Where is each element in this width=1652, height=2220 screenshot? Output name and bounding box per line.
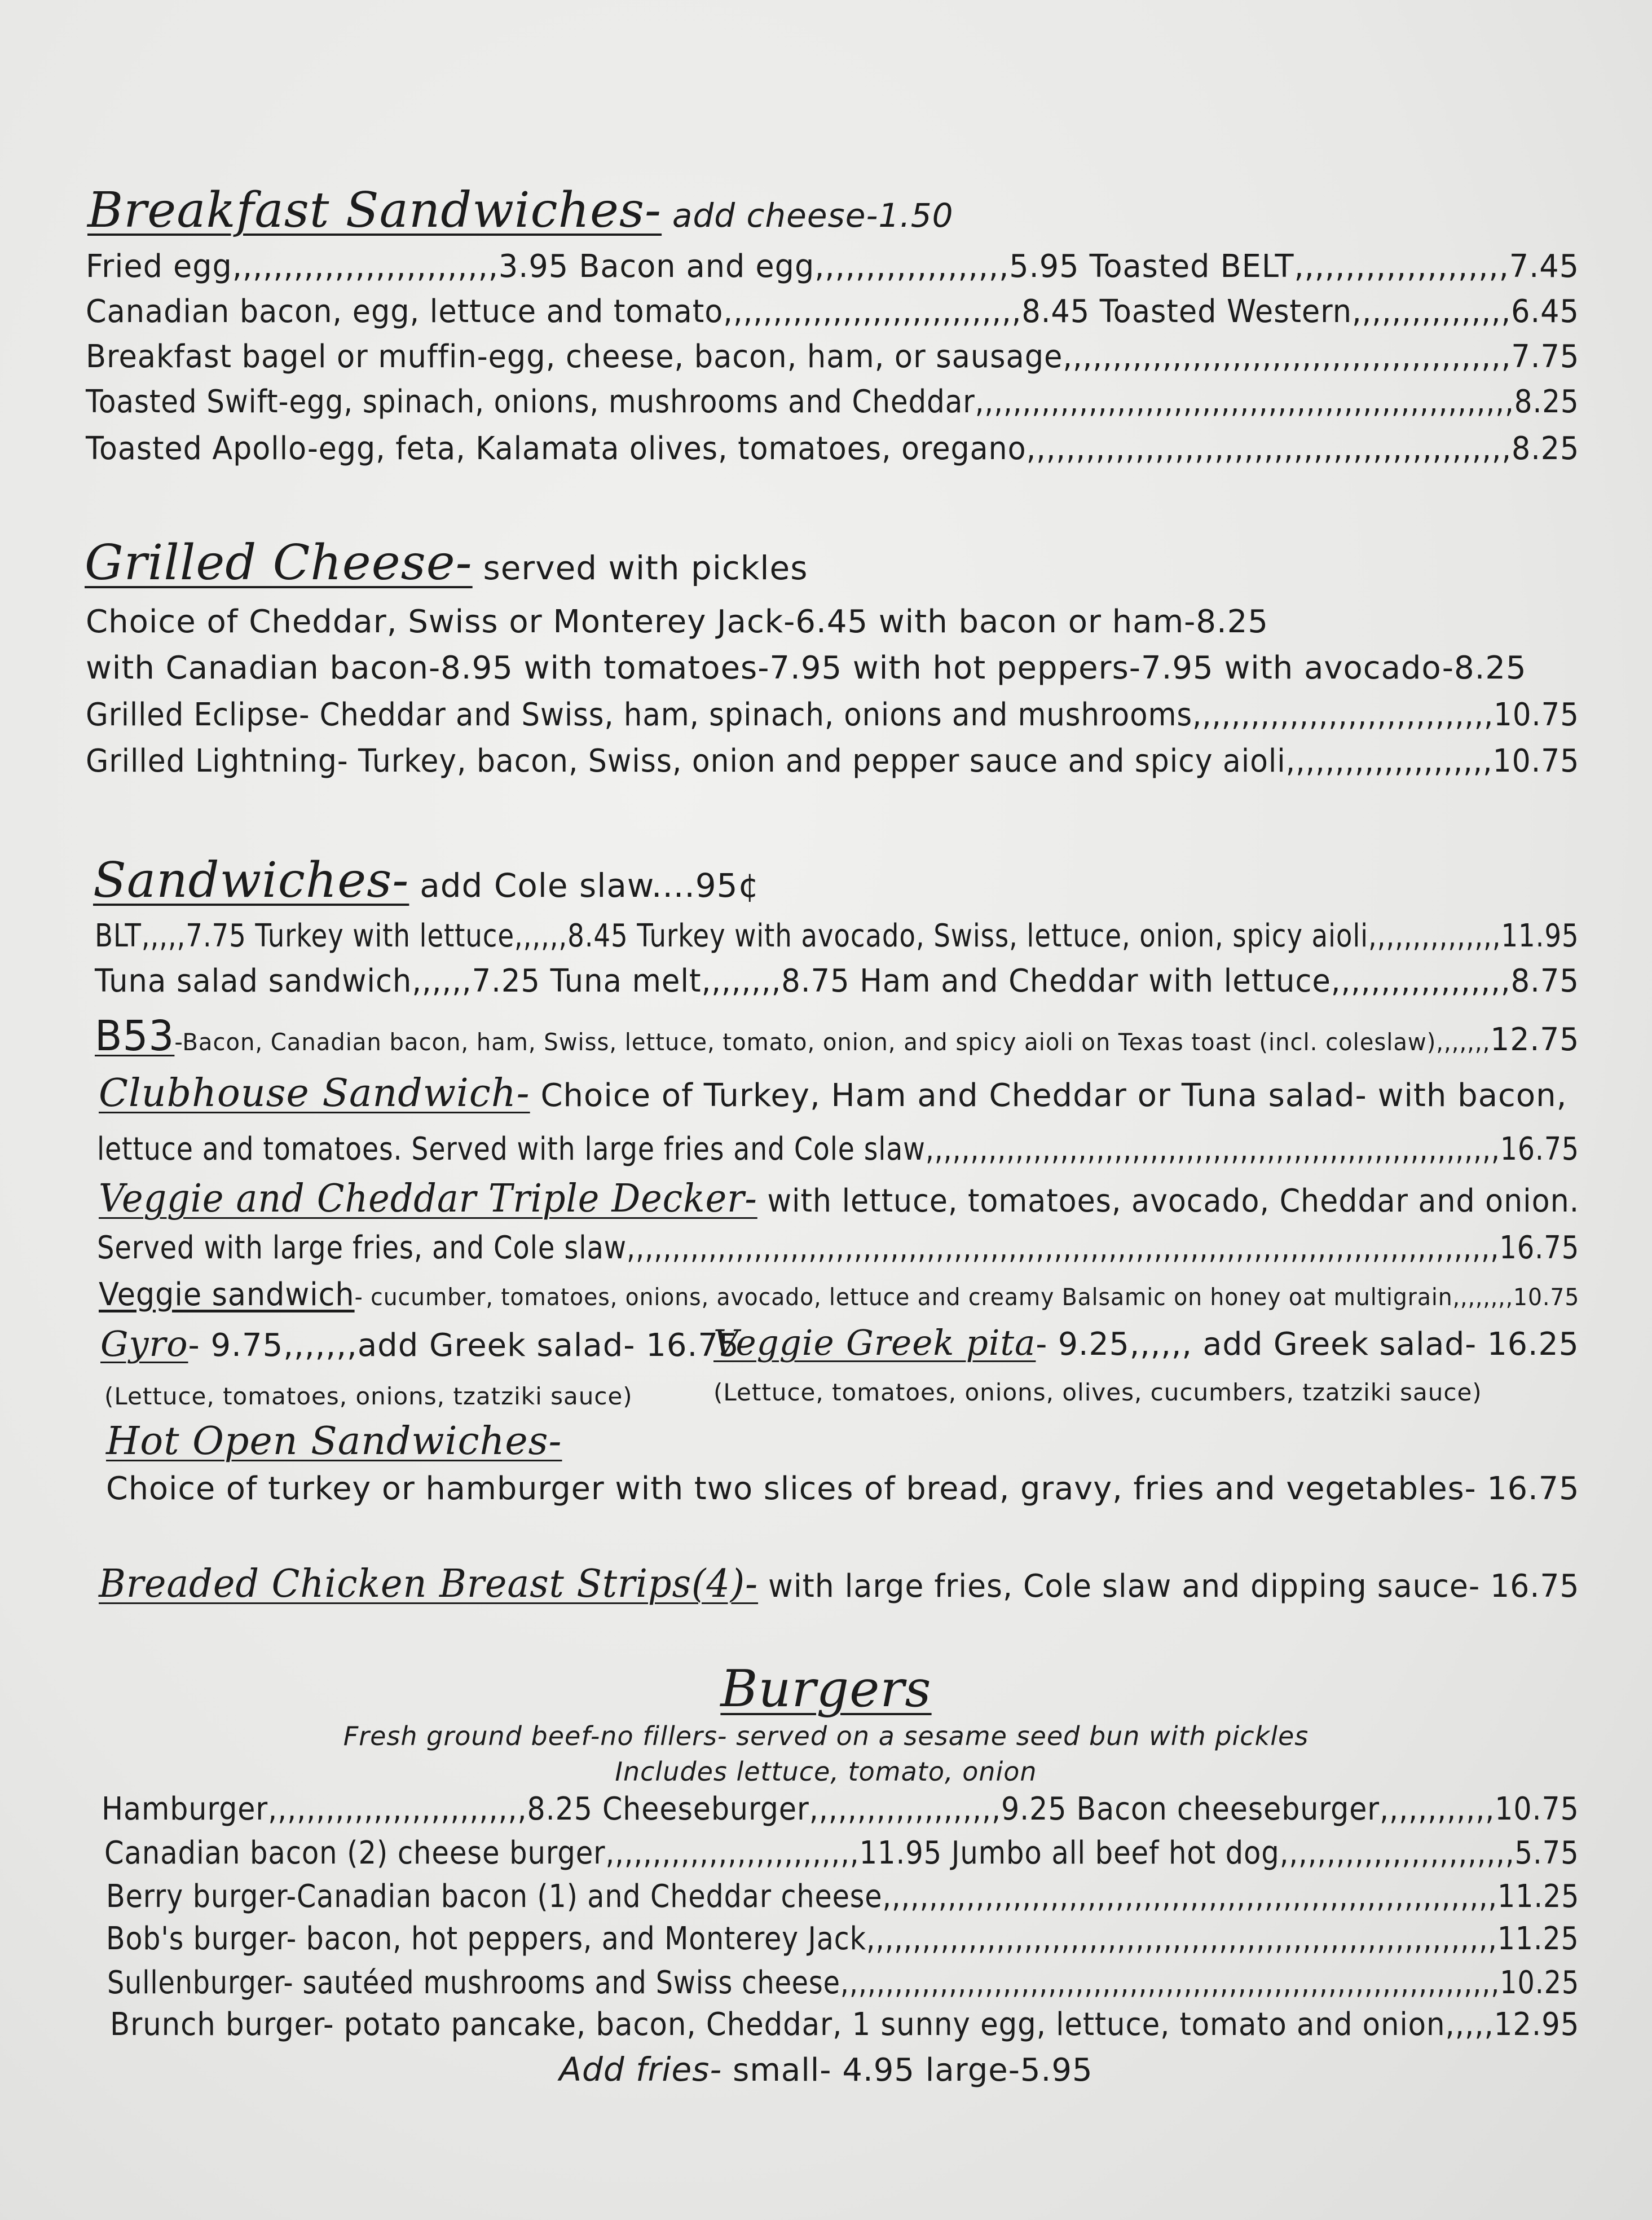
add-fries-prices: small- 4.95 large-5.95 (722, 2052, 1093, 2089)
grilled-note: served with pickles (483, 549, 808, 587)
clubhouse-description: Choice of Turkey, Ham and Cheddar or Tuna salad- with bacon, (530, 1077, 1567, 1114)
b53-description: -Bacon, Canadian bacon, ham, Swiss, lettuce, tomato, onion, and spicy aioli on Texas toast (incl. coleslaw),,,,,,, (174, 1028, 1491, 1056)
burgers-heading-row (0, 1659, 1652, 1719)
sandwiches-note: add Cole slaw....95¢ (420, 866, 760, 905)
breakfast-title: Breakfast Sandwiches- (87, 182, 662, 239)
burgers-line-3: Berry burger-Canadian bacon (1) and Cheddar cheese,,,,,,,,,,,,,,,,,,,,,,,,,,,,,,,,,,,,,,,,,,,,,,,,,,,,,,,,,,,,,,,,,,11.25 (106, 1878, 1580, 1915)
sandwiches-line-1: BLT,,,,,7.75 Turkey with lettuce,,,,,,8.45 Turkey with avocado, Swiss, lettuce, onion, spicy aioli,,,,,,,,,,,,,,,11.95 (95, 918, 1579, 954)
burgers-line-2: Canadian bacon (2) cheese burger,,,,,,,,,,,,,,,,,,,,,,,,,,,11.95 Jumbo all beef hot dog,,,,,,,,,,,,,,,,,,,,,,,,,5.75 (104, 1835, 1579, 1871)
clubhouse-line-2: lettuce and tomatoes. Served with large fries and Cole slaw,,,,,,,,,,,,,,,,,,,,,,,,,,,,,,,,,,,,,,,,,,,,,,,,,,,,,,,,,,,,,,,,16.75 (97, 1131, 1579, 1168)
breakfast-line-5: Toasted Apollo-egg, feta, Kalamata olives, tomatoes, oregano,,,,,,,,,,,,,,,,,,,,,,,,,,,,,,,,,,,,,,,,,,,,,,,,,8.25 (86, 430, 1580, 467)
clubhouse-title: Clubhouse Sandwich- (99, 1071, 530, 1116)
breakfast-line-3: Breakfast bagel or muffin-egg, cheese, bacon, ham, or sausage,,,,,,,,,,,,,,,,,,,,,,,,,,,,,,,,,,,,,,,,,,,,,7.75 (86, 338, 1580, 375)
grilled-title: Grilled Cheese- (85, 535, 473, 591)
gyro-description: - 9.75,,,,,,,add Greek salad- 16.75 (188, 1327, 739, 1364)
burgers-note-2: Includes lettuce, tomato, onion (615, 1756, 1037, 1787)
sandwiches-heading-row (93, 852, 760, 909)
burgers-line-1: Hamburger,,,,,,,,,,,,,,,,,,,,,,,,,,,8.25 Cheeseburger,,,,,,,,,,,,,,,,,,,,9.25 Bacon cheeseburger,,,,,,,,,,,,10.75 (102, 1791, 1579, 1827)
veggie-sandwich-description: - cucumber, tomatoes, onions, avocado, lettuce and creamy Balsamic on honey oat multigrain,,,,,,,,10.75 (354, 1283, 1580, 1311)
breakfast-note: add cheese-1.50 (672, 196, 954, 235)
add-fries-row (0, 2050, 1652, 2089)
chicken-strips-title: Breaded Chicken Breast Strips(4)- (99, 1562, 759, 1606)
chicken-strips-row (99, 1562, 1580, 1606)
clubhouse-row (99, 1071, 1567, 1116)
veggie-pita-description: - 9.25,,,,,, add Greek salad- 16.25 (1036, 1326, 1579, 1363)
breakfast-line-2: Canadian bacon, egg, lettuce and tomato,,,,,,,,,,,,,,,,,,,,,,,,,,,,,,8.45 Toasted Western,,,,,,,,,,,,,,,,6.45 (86, 293, 1579, 330)
triple-decker-row (99, 1177, 1580, 1221)
chicken-strips-description: with large fries, Cole slaw and dipping sauce- 16.75 (758, 1568, 1580, 1605)
burgers-line-6: Brunch burger- potato pancake, bacon, Cheddar, 1 sunny egg, lettuce, tomato and onion,,,,,12.95 (110, 2006, 1580, 2043)
gyro-note: (Lettuce, tomatoes, onions, tzatziki sauce) (104, 1382, 633, 1410)
triple-decker-line-2: Served with large fries, and Cole slaw,,,,,,,,,,,,,,,,,,,,,,,,,,,,,,,,,,,,,,,,,,,,,,,,,,,,,,,,,,,,,,,,,,,,,,,,,,,,,,,,,,,,,,,,,,,,,,,,16.75 (97, 1230, 1580, 1266)
burgers-title: Burgers (720, 1659, 932, 1719)
hot-open-title: Hot Open Sandwiches- (106, 1419, 562, 1464)
gyro-row (100, 1323, 739, 1364)
triple-decker-description: with lettuce, tomatoes, avocado, Cheddar and onion. (757, 1183, 1580, 1219)
add-fries-label: Add fries- (559, 2050, 723, 2089)
breakfast-line-4: Toasted Swift-egg, spinach, onions, mushrooms and Cheddar,,,,,,,,,,,,,,,,,,,,,,,,,,,,,,,,,,,,,,,,,,,,,,,,,,,,,,,,,8.25 (86, 384, 1579, 420)
veggie-sandwich-title: Veggie sandwich (99, 1276, 355, 1313)
grilled-heading-row (85, 535, 808, 591)
breakfast-line-1: Fried egg,,,,,,,,,,,,,,,,,,,,,,,,,,3.95 Bacon and egg,,,,,,,,,,,,,,,,,,,5.95 Toasted BELT,,,,,,,,,,,,,,,,,,,,,7.45 (86, 248, 1580, 285)
veggie-sandwich-row (99, 1276, 1580, 1313)
burgers-line-4: Bob's burger- bacon, hot peppers, and Monterey Jack,,,,,,,,,,,,,,,,,,,,,,,,,,,,,,,,,,,,,,,,,,,,,,,,,,,,,,,,,,,,,,,,,,,,11.25 (106, 1921, 1579, 1957)
breakfast-heading-row (87, 182, 954, 239)
sandwiches-title: Sandwiches- (93, 852, 409, 909)
burgers-note-1: Fresh ground beef-no fillers- served on a sesame seed bun with pickles (343, 1721, 1309, 1751)
veggie-pita-title: Veggie Greek pita (713, 1322, 1036, 1363)
grilled-line-1: Choice of Cheddar, Swiss or Monterey Jack-6.45 with bacon or ham-8.25 (86, 604, 1269, 640)
burgers-line-5: Sullenburger- sautéed mushrooms and Swiss cheese,,,,,,,,,,,,,,,,,,,,,,,,,,,,,,,,,,,,,,,,,,,,,,,,,,,,,,,,,,,,,,,,,,,,,,,,,10.25 (107, 1964, 1580, 2001)
b53-label: B53 (95, 1012, 175, 1060)
b53-row (95, 1012, 1580, 1060)
sandwiches-line-2: Tuna salad sandwich,,,,,,7.25 Tuna melt,,,,,,,,8.75 Ham and Cheddar with lettuce,,,,,,,,,,,,,,,,,,8.75 (95, 963, 1579, 999)
veggie-pita-row (713, 1322, 1579, 1363)
grilled-line-3: Grilled Eclipse- Cheddar and Swiss, ham, spinach, onions and mushrooms,,,,,,,,,,,,,,,,,,,,,,,,,,,,,,,10.75 (86, 697, 1579, 733)
gyro-title: Gyro (100, 1323, 188, 1364)
veggie-pita-note: (Lettuce, tomatoes, onions, olives, cucumbers, tzatziki sauce) (713, 1378, 1482, 1406)
hot-open-description: Choice of turkey or hamburger with two slices of bread, gravy, fries and vegetables- 16.75 (106, 1470, 1580, 1507)
grilled-line-2: with Canadian bacon-8.95 with tomatoes-7.95 with hot peppers-7.95 with avocado-8.25 (86, 650, 1527, 686)
grilled-line-4: Grilled Lightning- Turkey, bacon, Swiss, onion and pepper sauce and spicy aioli,,,,,,,,,,,,,,,,,,,,,10.75 (86, 743, 1580, 779)
hot-open-row (106, 1419, 562, 1464)
triple-decker-title: Veggie and Cheddar Triple Decker- (99, 1177, 757, 1221)
b53-price: 12.75 (1490, 1021, 1580, 1058)
